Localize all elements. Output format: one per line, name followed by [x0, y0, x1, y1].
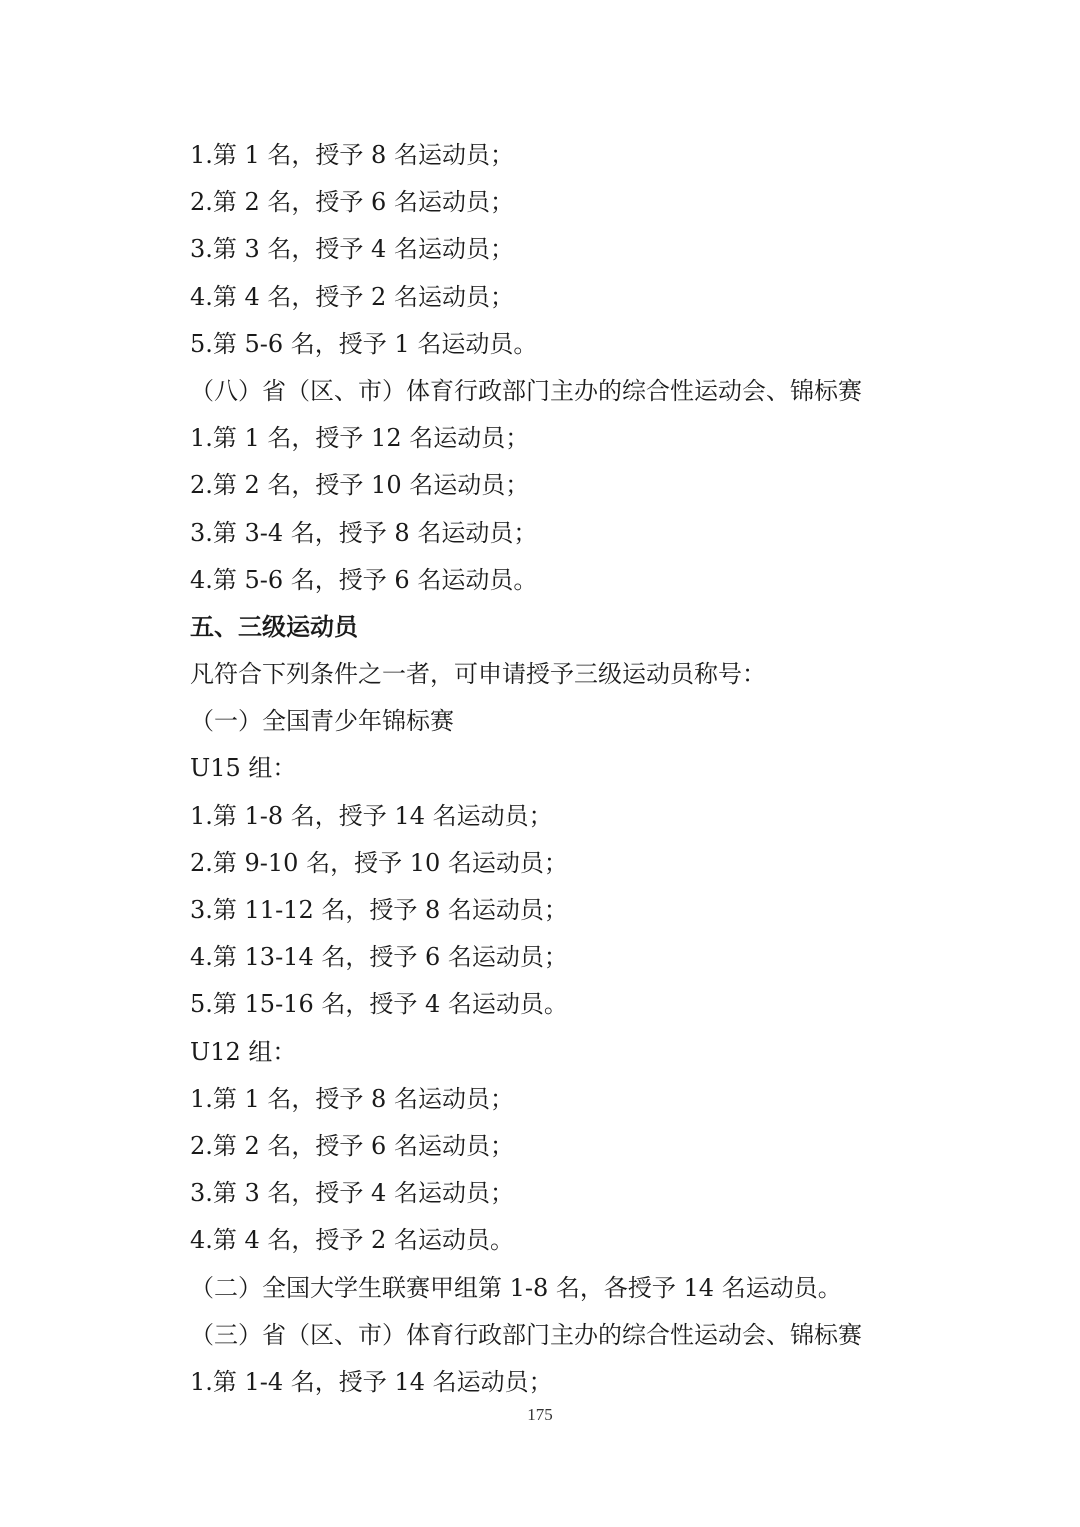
paragraph: 凡符合下列条件之一者，可申请授予三级运动员称号：: [190, 660, 766, 689]
list-item: 1.第 1-8 名，授予 14 名运动员；: [190, 801, 553, 830]
list-item: 3.第 3 名，授予 4 名运动员；: [190, 235, 514, 264]
section-heading: 五、三级运动员: [190, 612, 358, 641]
section-subheading: （二）全国大学生联赛甲组第 1-8 名，各授予 14 名运动员。: [190, 1273, 842, 1302]
list-item: 1.第 1 名，授予 8 名运动员；: [190, 1084, 514, 1113]
list-item: 2.第 2 名，授予 6 名运动员；: [190, 1131, 514, 1160]
document-body: [190, 132, 950, 1406]
page-number: 175: [527, 1405, 553, 1424]
list-item: 3.第 3-4 名，授予 8 名运动员；: [190, 518, 538, 547]
list-item: 4.第 4 名，授予 2 名运动员。: [190, 1226, 514, 1255]
list-item: 4.第 5-6 名，授予 6 名运动员。: [190, 565, 538, 594]
list-item: 1.第 1 名，授予 8 名运动员；: [190, 141, 514, 169]
list-item: 3.第 3 名，授予 4 名运动员；: [190, 1179, 514, 1208]
list-item: 3.第 11-12 名，授予 8 名运动员；: [190, 896, 568, 924]
list-item: 5.第 5-6 名，授予 1 名运动员。: [190, 329, 538, 358]
group-label: U15 组：: [190, 754, 297, 783]
section-subheading: （八）省（区、市）体育行政部门主办的综合性运动会、锦标赛: [190, 376, 862, 405]
section-subheading: （三）省（区、市）体育行政部门主办的综合性运动会、锦标赛: [190, 1320, 862, 1349]
list-item: 4.第 4 名，授予 2 名运动员；: [190, 282, 514, 311]
list-item: 1.第 1-4 名，授予 14 名运动员；: [190, 1367, 553, 1396]
list-item: 2.第 9-10 名，授予 10 名运动员；: [190, 848, 568, 877]
group-label: U12 组：: [190, 1037, 297, 1066]
list-item: 5.第 15-16 名，授予 4 名运动员。: [190, 990, 568, 1019]
list-item: 4.第 13-14 名，授予 6 名运动员；: [190, 943, 568, 972]
section-subheading: （一）全国青少年锦标赛: [190, 707, 454, 736]
list-item: 1.第 1 名，授予 12 名运动员；: [190, 424, 530, 453]
list-item: 2.第 2 名，授予 10 名运动员；: [190, 471, 530, 500]
list-item: 2.第 2 名，授予 6 名运动员；: [190, 188, 514, 217]
